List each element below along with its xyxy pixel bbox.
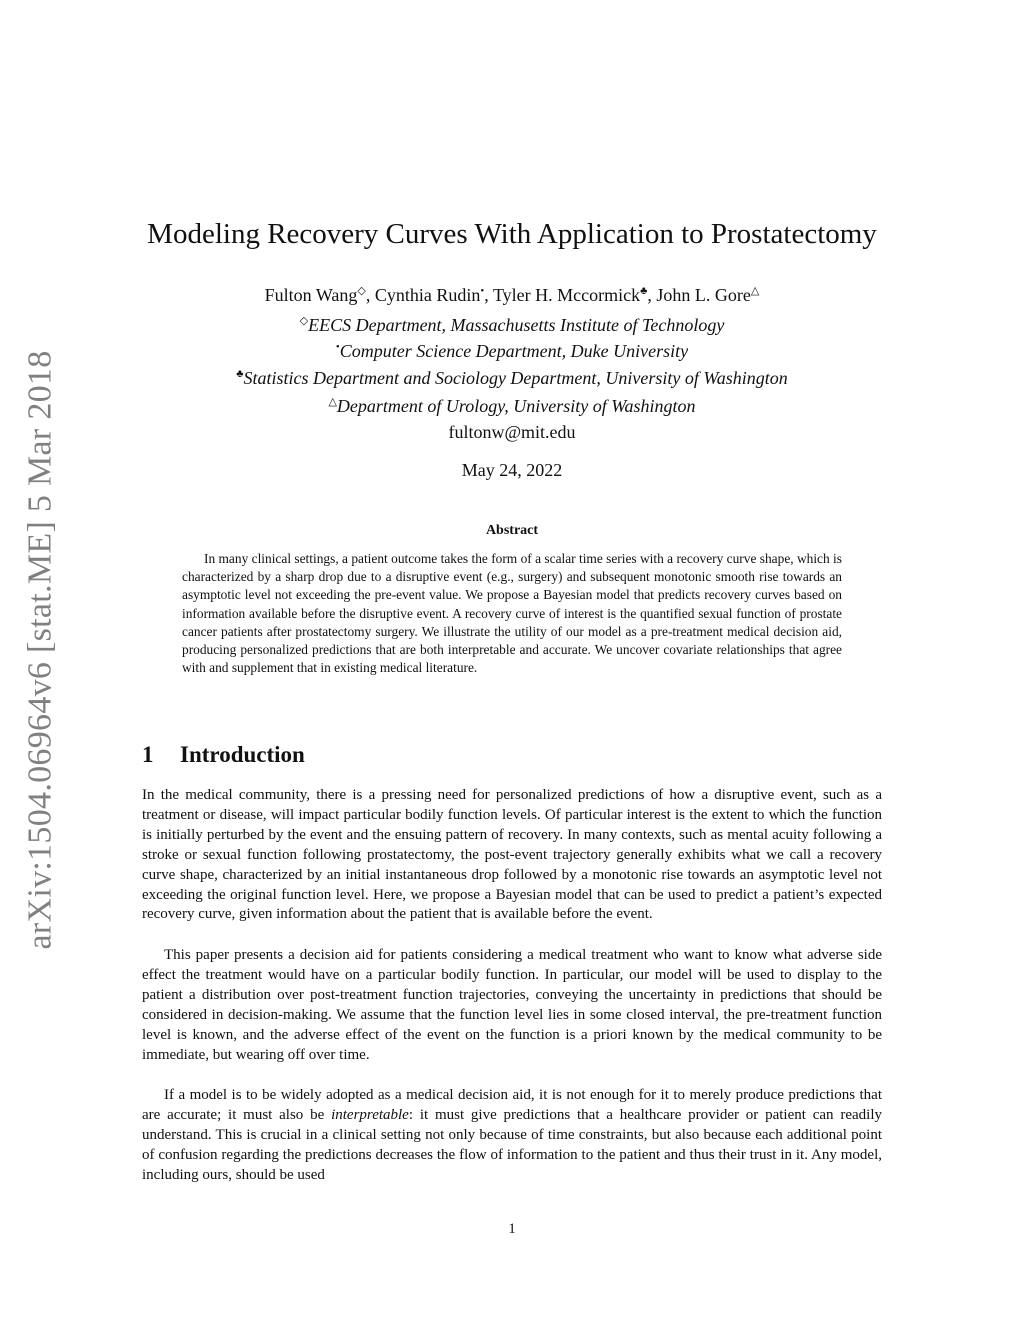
body-paragraph (142, 1086, 882, 1186)
arxiv-stamp-text: arXiv:1504.06964v6 [stat.ME] 5 Mar 2018 (22, 350, 60, 950)
author-separator: , (365, 285, 375, 305)
affiliation-mark: ◇ (299, 315, 309, 327)
abstract-body: In many clinical settings, a patient outcome takes the form of a scalar time series with a recovery curve shape, which is characterized by a sharp drop due to a disruptive event (e.g., surgery) and subsequent monotonic smooth rise towards an asymptotic level not exceeding the pre-event value. We propose a Bayesian model that predicts recovery curves based on information available before the disruptive event. A recovery curve of interest is the quantified sexual function of prostate cancer patients after prostatectomy surgery. We illustrate the utility of our model as a pre-treatment medical decision aid, producing personalized predictions that are both interpretable and accurate. We uncover covariate relationships that agree with and supplement that in existing medical literature. (182, 551, 842, 676)
affiliation-mark: • (335, 341, 340, 353)
author-separator: , (647, 285, 657, 305)
author-list (0, 284, 1024, 306)
paper-date: May 24, 2022 (461, 460, 563, 480)
section-number: 1 (142, 742, 154, 767)
affiliation (0, 314, 1024, 336)
author-mark: • (480, 285, 485, 297)
author-separator: , (484, 285, 493, 305)
section-heading (142, 742, 305, 768)
affiliation-mark: ♣ (236, 368, 244, 380)
emphasized-term: interpretable (331, 1106, 409, 1123)
body-paragraph: In the medical community, there is a pressing need for personalized predictions of how a disruptive event, such as a treatment or disease, will impact particular bodily function levels. Of particular interest is the extent to which the function is initially perturbed by the event and the ensuing pattern of recovery. In many contexts, such as mental acuity following a stroke or sexual function following prostatectomy, the post-event trajectory generally exhibits what we call a recovery curve shape, characterized by an initial instantaneous drop followed by a monotonic rise towards an asymptotic level not exceeding the original function level. Here, we propose a Bayesian model that can be used to predict a patient’s expected recovery curve, given information about the patient that is available before the event. (142, 787, 882, 923)
author-name: John L. Gore (656, 285, 751, 305)
author-name: Cynthia Rudin (374, 285, 481, 305)
affiliation-text: Department of Urology, University of Washington (336, 396, 696, 416)
paper-title: Modeling Recovery Curves With Application to Prostatectomy (147, 218, 877, 250)
affiliation (0, 395, 1024, 417)
abstract-heading: Abstract (485, 523, 539, 538)
affiliation-text: EECS Department, Massachusetts Institute of Technology (308, 315, 725, 335)
author-mark: △ (750, 285, 760, 297)
affiliation-text: Computer Science Department, Duke University (339, 341, 689, 361)
author-mark: ♣ (640, 285, 648, 297)
author-mark: ◇ (357, 285, 366, 297)
author-name: Tyler H. Mccormick (492, 285, 641, 305)
contact-email: fultonw@mit.edu (448, 422, 576, 442)
author-name: Fulton Wang (264, 285, 358, 305)
section-title: Introduction (180, 742, 305, 767)
page-number: 1 (508, 1221, 516, 1237)
paragraph-text: : it must give predictions that a healthcare provider or patient can readily understand. This is crucial in a clinical setting not only because of time constraints, but also because each additional point of confusion regarding the predictions decreases the flow of information to the patient and thus their trust in it. Any model, including ours, should be used (142, 1106, 882, 1183)
affiliation-mark: △ (328, 396, 337, 408)
paragraph-text: If a model is to be widely adopted as a medical decision aid, it is not enough for it to merely produce predictions that are accurate; it must also be (142, 1087, 882, 1123)
affiliation (0, 368, 1024, 389)
affiliation-text: Statistics Department and Sociology Department, University of Washington (243, 368, 788, 388)
body-paragraph: This paper presents a decision aid for patients considering a medical treatment who want to know what adverse side effect the treatment would have on a particular bodily function. In particular, our model will be used to display to the patient a distribution over post-treatment function trajectories, conveying the uncertainty in predictions that should be considered in decision-making. We assume that the function level lies in some closed interval, the pre-treatment function level is known, and the adverse effect of the event on the function is a priori known by the medical community to be immediate, but wearing off over time. (142, 947, 882, 1063)
affiliation (0, 341, 1024, 362)
